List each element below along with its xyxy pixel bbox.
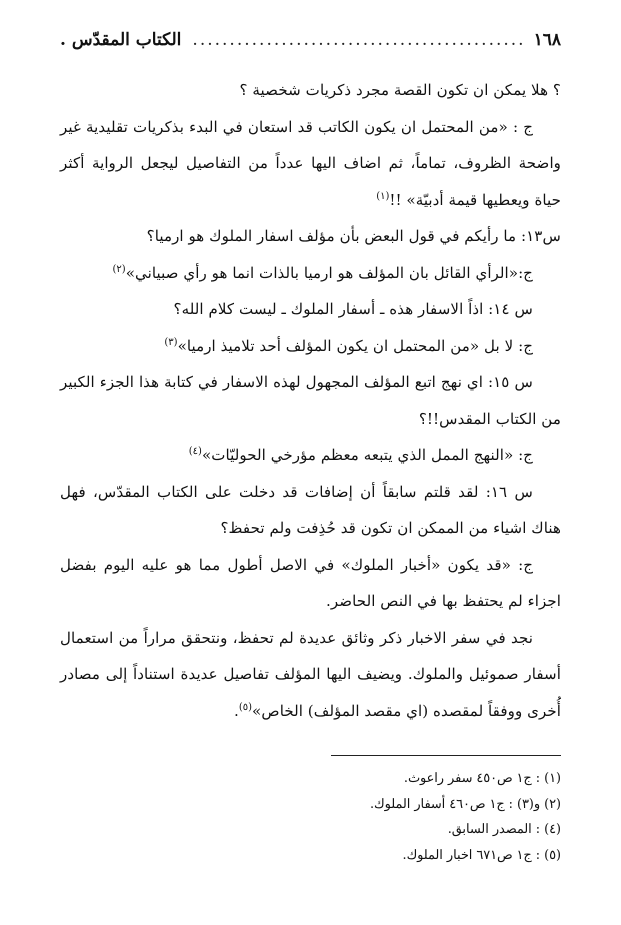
footnote-item: (٤) : المصدر السابق.: [447, 822, 561, 837]
paragraph-q13: [60, 218, 561, 255]
paragraph-text: ؟ هلا يمكن ان تكون القصة مجرد ذكريات شخصية ؟: [239, 81, 561, 99]
footnote-marker: (٤): [188, 445, 202, 457]
main-text: [60, 72, 561, 729]
paragraph-a14: [60, 328, 561, 365]
paragraph-q14: [60, 291, 561, 328]
paragraph-a13: [60, 255, 561, 292]
running-title: الكتاب المقدّس .: [60, 30, 182, 50]
footnote-item: (١) : ج١ ص٤٥٠ سفر راعوث.: [403, 771, 561, 786]
page-number: ١٦٨: [533, 30, 561, 50]
footnote-marker: (١): [376, 190, 390, 202]
paragraph-a16: [60, 547, 561, 620]
footnote-item: (٢) و(٣) : ج١ ص٤٦٠ أسفار الملوك.: [369, 796, 561, 812]
paragraph-text: س ١٤: اذاً الاسفار هذه ـ أسفار الملوك ـ ليست كلام الله؟: [173, 300, 533, 318]
paragraph-text: نجد في سفر الاخبار ذكر وثائق عديدة لم تحفظ، ونتحقق مراراً من استعمال أسفار صموئيل والملوك. ويضيف اليها المؤلف تفاصيل عديدة استناداً إلى مصادر أُخرى ووفقاً لمقصده (اي مقصد المؤلف) الخاص»: [60, 628, 561, 720]
paragraph-text: س١٣: ما رأيكم في قول البعض بأن مؤلف اسفار الملوك هو ارميا؟: [146, 227, 561, 245]
paragraph-q15: [60, 364, 561, 437]
paragraph-q-intro: [60, 72, 561, 109]
paragraph-text: س ١٦: لقد قلتم سابقاً أن إضافات قد دخلت على الكتاب المقدّس، فهل هناك اشياء من الممكن ان تكون قد حُذِفت ولم تحفظ؟: [60, 482, 561, 537]
paragraph-text: ج : «من المحتمل ان يكون الكاتب قد استعان في البدء بذكريات تقليدية غير واضحة الظروف، تماماً، ثم اضاف اليها عدداً من التفاصيل ليجعل الرواية أكثر حياة ويعطيها قيمة أدبيّة» !!: [60, 117, 561, 209]
paragraph-text: ج:«الرأي القائل بان المؤلف هو ارميا بالذات انما هو رأي صبياني»: [125, 263, 533, 282]
footnotes: [60, 766, 561, 868]
header-leader-dots: [189, 30, 525, 50]
paragraph-a-intro-1: [60, 109, 561, 219]
footnote-marker: (٣): [164, 336, 178, 348]
paragraph-a15: [60, 437, 561, 474]
paragraph-text: س ١٥: اي نهج اتبع المؤلف المجهول لهذه الاسفار في كتابة هذا الجزء الكبير من الكتاب المقدس!!؟: [60, 373, 561, 428]
paragraph-text: ج: «النهج الممل الذي يتبعه معظم مؤرخي الحوليّات»: [201, 446, 533, 464]
footnote-marker: (٥): [238, 701, 253, 713]
paragraph-text: ج: «قد يكون «أخبار الملوك» في الاصل أطول مما هو عليه اليوم بفضل اجزاء لم يحتفظ بها في النص الحاضر.: [60, 555, 561, 610]
footnote-separator: [331, 755, 561, 756]
paragraph-tail: .: [234, 701, 239, 720]
footnote-item: (٥) : ج١ ص٦٧١ اخبار الملوك.: [402, 847, 561, 863]
paragraph-text: ج: لا بل «من المحتمل ان يكون المؤلف أحد تلاميذ ارميا»: [177, 336, 533, 355]
footnote-marker: (٢): [112, 263, 126, 275]
paragraph-a16-cont: [60, 620, 561, 730]
page-header: [60, 30, 561, 58]
paragraph-q16: [60, 474, 561, 547]
